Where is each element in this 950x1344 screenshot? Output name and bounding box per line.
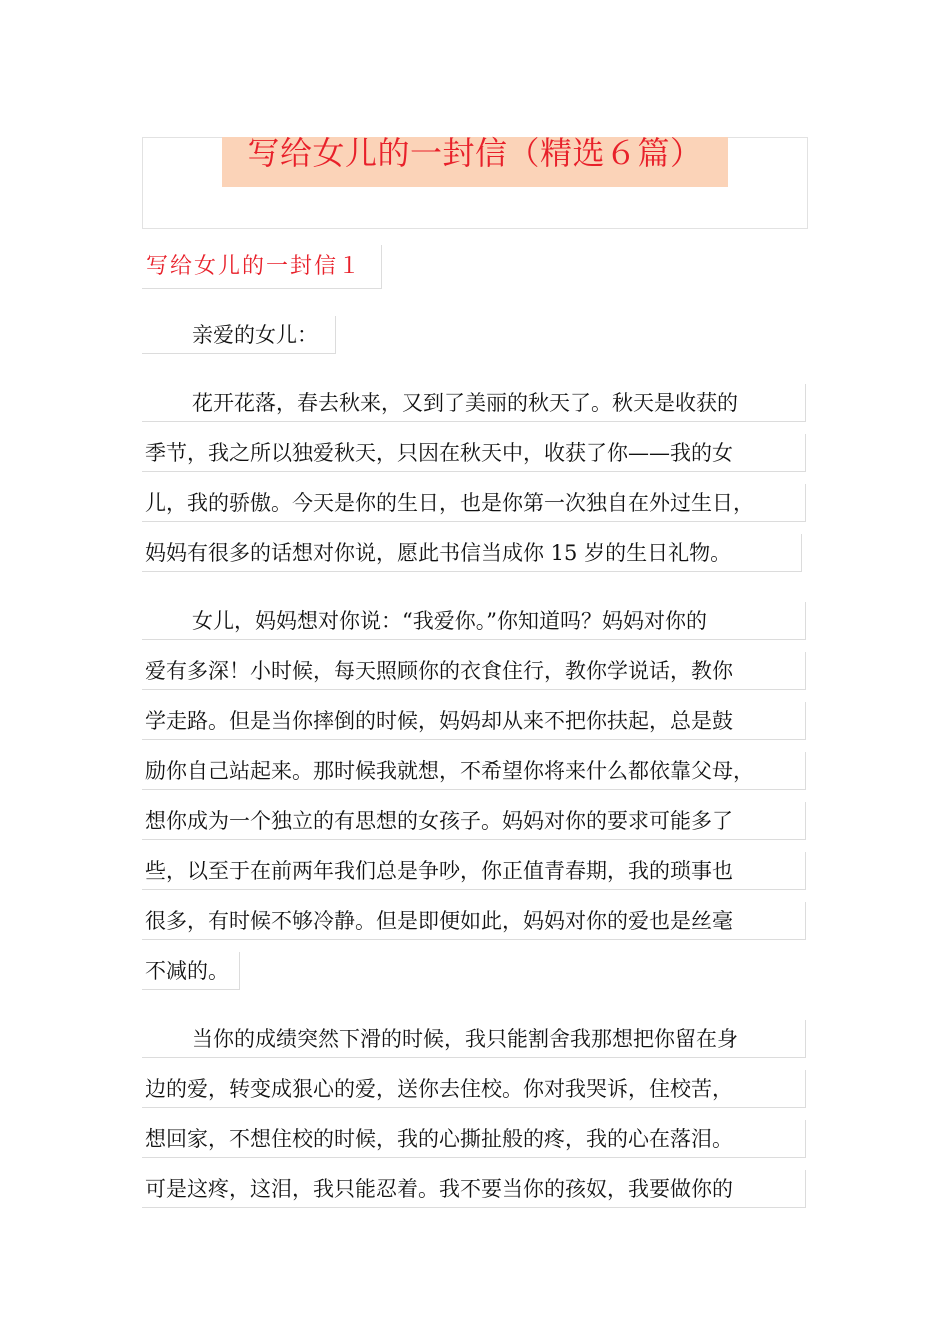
paragraph-2-line-5: 想你成为一个独立的有思想的女孩子。妈妈对你的要求可能多了: [142, 802, 806, 840]
paragraph-2-line-4: 励你自己站起来。那时候我就想，不希望你将来什么都依靠父母，: [142, 752, 806, 790]
paragraph-1-line-3: 儿，我的骄傲。今天是你的生日，也是你第一次独自在外过生日，: [142, 484, 806, 522]
paragraph-2-line-3: 学走路。但是当你摔倒的时候，妈妈却从来不把你扶起，总是鼓: [142, 702, 806, 740]
paragraph-2-line-8: 不减的。: [142, 952, 240, 990]
paragraph-3-line-2: 边的爱，转变成狠心的爱，送你去住校。你对我哭诉，住校苦，: [142, 1070, 806, 1108]
paragraph-1-line-2: 季节，我之所以独爱秋天，只因在秋天中，收获了你——我的女: [142, 434, 806, 472]
paragraph-3-line-1: 当你的成绩突然下滑的时候，我只能割舍我那想把你留在身: [142, 1020, 806, 1058]
paragraph-1-line-4: 妈妈有很多的话想对你说，愿此书信当成你 15 岁的生日礼物。: [142, 534, 802, 572]
paragraph-3-line-3: 想回家，不想住校的时候，我的心撕扯般的疼，我的心在落泪。: [142, 1120, 806, 1158]
paragraph-3-line-4: 可是这疼，这泪，我只能忍着。我不要当你的孩奴，我要做你的: [142, 1170, 806, 1208]
paragraph-1-line-1: 花开花落，春去秋来，又到了美丽的秋天了。秋天是收获的: [142, 384, 806, 422]
greeting: 亲爱的女儿：: [142, 316, 336, 354]
paragraph-2-line-2: 爱有多深！小时候，每天照顾你的衣食住行，教你学说话，教你: [142, 652, 806, 690]
paragraph-2-line-7: 很多，有时候不够冷静。但是即便如此，妈妈对你的爱也是丝毫: [142, 902, 806, 940]
paragraph-2-line-6: 些，以至于在前两年我们总是争吵，你正值青春期，我的琐事也: [142, 852, 806, 890]
paragraph-2-line-1: 女儿，妈妈想对你说：“我爱你。”你知道吗？妈妈对你的: [142, 602, 806, 640]
section-heading: 写给女儿的一封信１: [146, 254, 363, 279]
document-title: 写给女儿的一封信（精选６篇）: [247, 134, 703, 172]
